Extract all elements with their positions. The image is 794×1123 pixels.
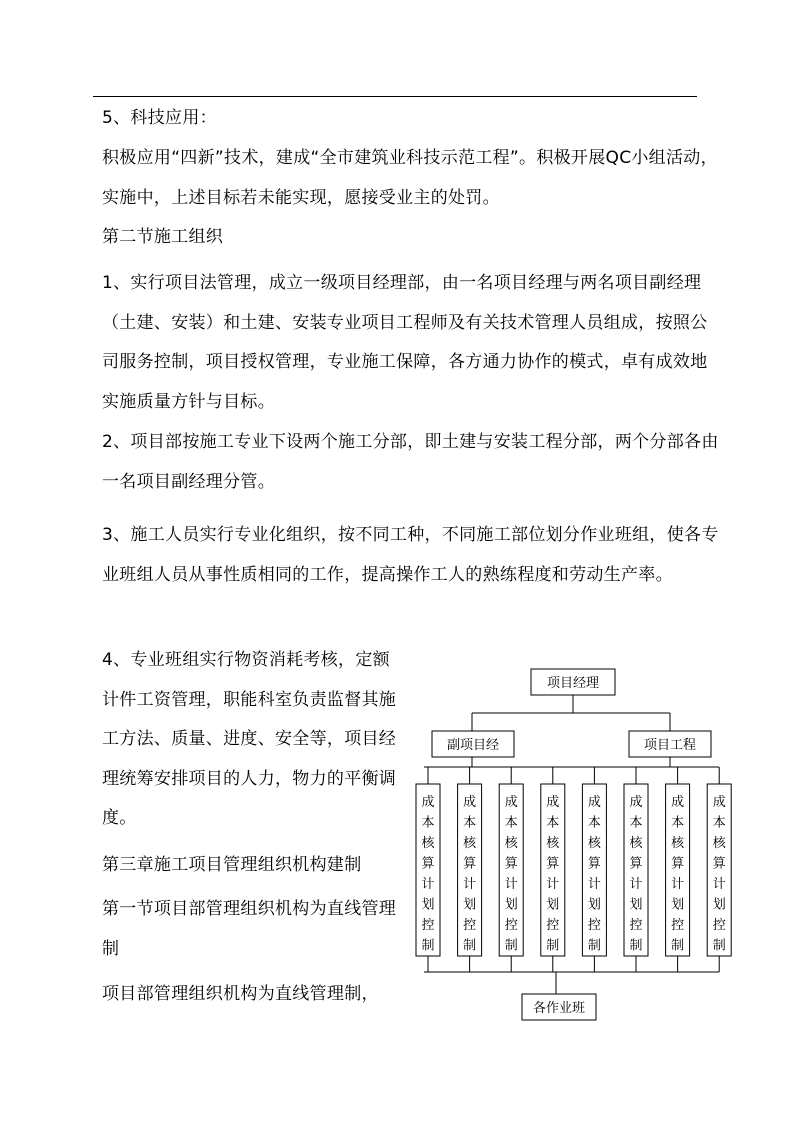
- org-label-work-teams: 各作业班: [532, 1001, 586, 1016]
- org-label-cost-control-char: 核: [546, 836, 560, 851]
- org-label-cost-control-char: 划: [546, 897, 560, 913]
- org-label-cost-control-char: 成: [712, 795, 726, 810]
- org-label-cost-control-char: 计: [504, 877, 518, 892]
- org-label-cost-control-char: 划: [421, 897, 435, 913]
- org-label-cost-control-char: 控: [629, 918, 643, 933]
- org-label-cost-control-char: 本: [504, 815, 518, 831]
- org-label-cost-control-char: 制: [463, 938, 477, 954]
- org-label-cost-control-char: 本: [671, 815, 685, 831]
- org-label-cost-control-char: 控: [421, 918, 435, 933]
- paragraph-item-4: 4、专业班组实行物资消耗考核，定额计件工资管理，职能科室负责监督其施工方法、质量、进度、安全等，项目经理统筹安排项目的人力，物力的平衡调度。: [102, 650, 397, 828]
- org-label-cost-control-char: 本: [712, 815, 726, 831]
- org-label-cost-control-char: 本: [546, 815, 560, 831]
- org-label-project-manager: 项目经理: [546, 676, 600, 691]
- org-label-cost-control-char: 划: [671, 897, 685, 913]
- org-label-cost-control-char: 成: [587, 795, 601, 810]
- org-label-cost-control-char: 计: [712, 877, 726, 892]
- org-label-cost-control-char: 算: [421, 856, 435, 872]
- org-label-cost-control-char: 算: [463, 856, 477, 872]
- org-label-cost-control-char: 划: [504, 897, 518, 913]
- org-label-cost-control-char: 成: [546, 795, 560, 810]
- org-label-cost-control-char: 本: [629, 815, 643, 831]
- org-label-cost-control-char: 核: [421, 836, 435, 851]
- org-label-cost-control-char: 制: [712, 938, 726, 954]
- org-label-cost-control-char: 计: [546, 877, 560, 892]
- org-label-cost-control-char: 成: [671, 795, 685, 810]
- org-label-cost-control-char: 核: [463, 836, 477, 851]
- org-label-cost-control-char: 本: [587, 815, 601, 831]
- org-label-cost-control-char: 核: [671, 836, 685, 851]
- org-label-cost-control-char: 成: [463, 795, 477, 810]
- section-heading-tech: 5、科技应用：: [102, 108, 217, 128]
- paragraph-item-2: 2、项目部按施工专业下设两个施工分部，即土建与安装工程分部，两个分部各由一名项目副经理分管。: [102, 432, 719, 492]
- org-label-cost-control-char: 成: [421, 795, 435, 810]
- paragraph-item-3: 3、施工人员实行专业化组织，按不同工种，不同施工部位划分作业班组，使各专业班组人员从事性质相同的工作，提高操作工人的熟练程度和劳动生产率。: [102, 525, 719, 585]
- org-label-cost-control-char: 划: [629, 897, 643, 913]
- org-label-cost-control-char: 制: [504, 938, 518, 954]
- org-label-cost-control-char: 控: [587, 918, 601, 933]
- org-label-cost-control-char: 成: [629, 795, 643, 810]
- org-label-cost-control-char: 控: [712, 918, 726, 933]
- org-label-project-engineer: 项目工程: [643, 738, 697, 753]
- org-label-cost-control-char: 制: [629, 938, 643, 954]
- org-label-cost-control-char: 制: [421, 938, 435, 954]
- org-label-cost-control-char: 制: [587, 938, 601, 954]
- section-heading-org: 第二节施工组织: [102, 227, 224, 247]
- section-heading-structure: 第一节项目部管理组织机构为直线管理制: [102, 899, 397, 959]
- org-label-cost-control-char: 成: [504, 795, 518, 810]
- org-label-cost-control-char: 划: [463, 897, 477, 913]
- org-label-cost-control-char: 划: [712, 897, 726, 913]
- org-label-cost-control-char: 控: [463, 918, 477, 933]
- org-label-cost-control-char: 计: [421, 877, 435, 892]
- org-label-cost-control-char: 算: [587, 856, 601, 872]
- org-label-deputy-manager: 副项目经: [446, 738, 500, 753]
- org-label-cost-control-char: 计: [671, 877, 685, 892]
- org-label-cost-control-char: 核: [504, 836, 518, 851]
- org-label-cost-control-char: 本: [421, 815, 435, 831]
- org-label-cost-control-char: 计: [587, 877, 601, 892]
- org-label-cost-control-char: 算: [671, 856, 685, 872]
- org-label-cost-control-char: 核: [587, 836, 601, 851]
- org-label-cost-control-char: 计: [463, 877, 477, 892]
- paragraph-structure: 项目部管理组织机构为直线管理制，: [102, 984, 379, 1004]
- chapter-heading: 第三章施工项目管理组织机构建制: [102, 855, 362, 875]
- org-label-cost-control-char: 算: [629, 856, 643, 872]
- org-label-cost-control-char: 算: [504, 856, 518, 872]
- org-label-cost-control-char: 算: [712, 856, 726, 872]
- org-label-cost-control-char: 制: [671, 938, 685, 954]
- org-label-cost-control-char: 核: [712, 836, 726, 851]
- org-label-cost-control-char: 控: [546, 918, 560, 933]
- org-label-cost-control-char: 制: [546, 938, 560, 954]
- org-label-cost-control-char: 本: [463, 815, 477, 831]
- org-label-cost-control-char: 控: [671, 918, 685, 933]
- org-label-cost-control-char: 划: [587, 897, 601, 913]
- org-label-cost-control-char: 核: [629, 836, 643, 851]
- org-label-cost-control-char: 控: [504, 918, 518, 933]
- org-label-cost-control-char: 算: [546, 856, 560, 872]
- org-label-cost-control-char: 计: [629, 877, 643, 892]
- paragraph-tech: 积极应用“四新”技术，建成“全市建筑业科技示范工程”。积极开展QC小组活动，实施中，上述目标若未能实现，愿接受业主的处罚。: [102, 148, 718, 208]
- paragraph-item-1: 1、实行项目法管理，成立一级项目经理部，由一名项目经理与两名项目副经理（土建、安装）和土建、安装专业项目工程师及有关技术管理人员组成，按照公司服务控制，项目授权管理，专业施工保障，各方通力协作的模式，卓有成效地实施质量方针与目标。: [102, 273, 708, 412]
